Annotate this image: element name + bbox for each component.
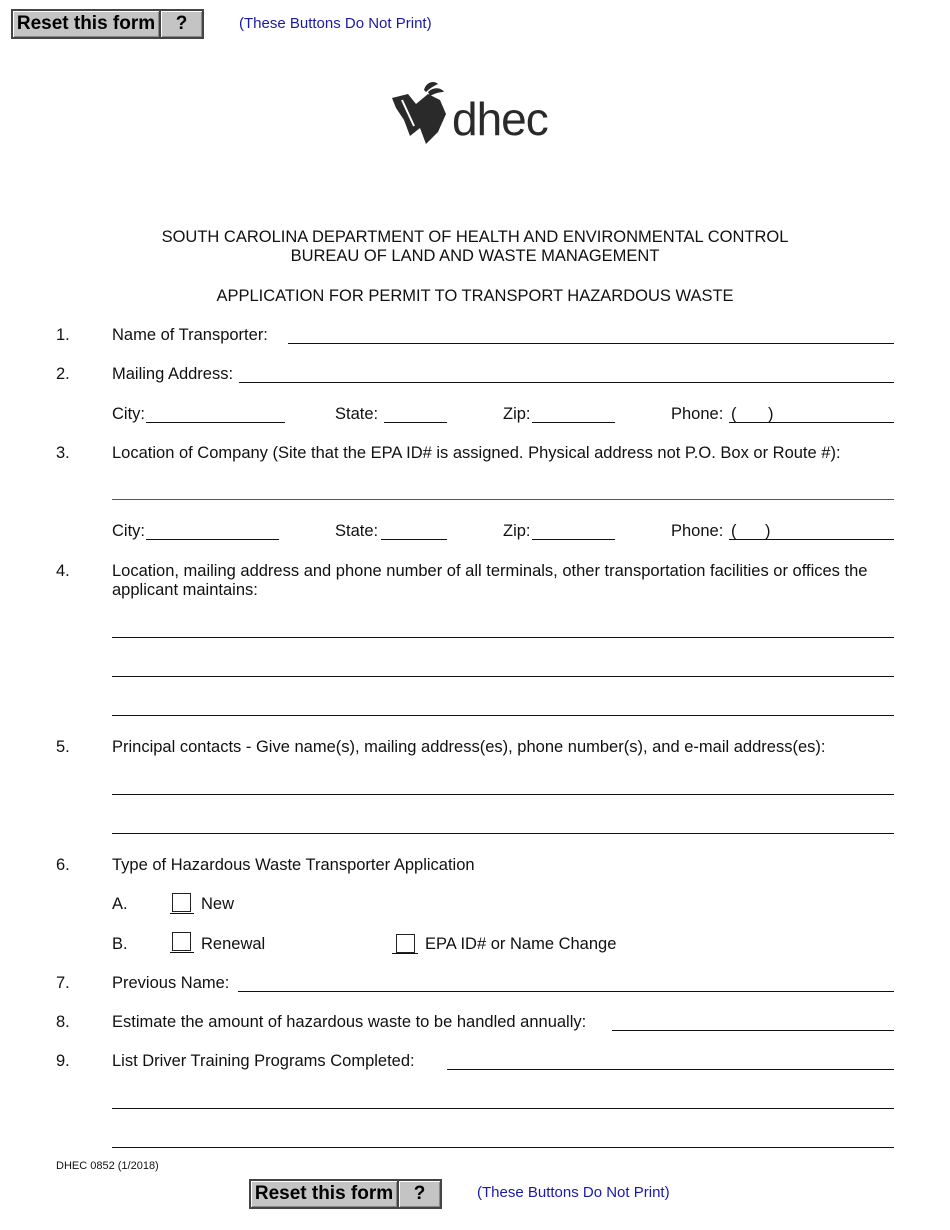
mailing-address-input[interactable] [239, 365, 894, 383]
company-location-input[interactable] [112, 482, 894, 500]
terminals-label-continued: applicant maintains: [112, 581, 258, 599]
palmetto-icon [388, 80, 458, 150]
state-label: State: [335, 522, 379, 540]
help-button[interactable]: ? [159, 9, 204, 39]
terminals-label: Location, mailing address and phone number of all terminals, other transportation facilities or offices the [112, 562, 868, 580]
bureau-heading: BUREAU OF LAND AND WASTE MANAGEMENT [290, 247, 660, 265]
item-number: 6. [56, 856, 70, 874]
transporter-name-input[interactable] [288, 326, 894, 344]
zip-label: Zip: [503, 405, 531, 423]
option-b-label: B. [112, 935, 128, 953]
annual-waste-estimate-label: Estimate the amount of hazardous waste to be handled annually: [112, 1013, 587, 1031]
new-label: New [201, 895, 235, 913]
item-number: 4. [56, 562, 70, 580]
city-label: City: [112, 522, 145, 540]
reset-form-button[interactable]: Reset this form [11, 9, 161, 39]
checkbox-underline [170, 952, 194, 953]
location-phone-input[interactable] [729, 522, 894, 540]
help-button-bottom[interactable]: ? [397, 1179, 442, 1209]
mailing-address-label: Mailing Address: [112, 365, 234, 383]
transporter-name-label: Name of Transporter: [112, 326, 268, 344]
item-number: 9. [56, 1052, 70, 1070]
terminals-input-line-3[interactable] [112, 698, 894, 716]
option-a-label: A. [112, 895, 128, 913]
terminals-input-line-2[interactable] [112, 659, 894, 677]
driver-training-label: List Driver Training Programs Completed: [112, 1052, 415, 1070]
phone-label: Phone: [671, 405, 724, 423]
reset-form-button-bottom[interactable]: Reset this form [249, 1179, 399, 1209]
principal-contacts-input-line-2[interactable] [112, 816, 894, 834]
item-number: 3. [56, 444, 70, 462]
item-number: 2. [56, 365, 70, 383]
item-number: 7. [56, 974, 70, 992]
renewal-checkbox[interactable] [172, 932, 191, 951]
item-number: 1. [56, 326, 70, 344]
location-city-input[interactable] [146, 522, 279, 540]
new-checkbox[interactable] [172, 893, 191, 912]
city-label: City: [112, 405, 145, 423]
annual-waste-estimate-input[interactable] [612, 1013, 894, 1031]
application-type-label: Type of Hazardous Waste Transporter Application [112, 856, 475, 874]
location-state-input[interactable] [381, 522, 447, 540]
principal-contacts-input-line-1[interactable] [112, 777, 894, 795]
mailing-state-input[interactable] [384, 405, 447, 423]
buttons-do-not-print-note: (These Buttons Do Not Print) [239, 15, 432, 32]
area-code-close-paren: ) [768, 405, 774, 423]
location-zip-input[interactable] [532, 522, 615, 540]
driver-training-input-line-3[interactable] [112, 1130, 894, 1148]
previous-name-label: Previous Name: [112, 974, 230, 992]
area-code-open-paren: ( [731, 405, 737, 423]
zip-label: Zip: [503, 522, 531, 540]
renewal-label: Renewal [201, 935, 266, 953]
phone-label: Phone: [671, 522, 724, 540]
mailing-city-input[interactable] [146, 405, 285, 423]
mailing-phone-input[interactable] [729, 405, 894, 423]
area-code-open-paren: ( [731, 522, 737, 540]
area-code-close-paren: ) [765, 522, 771, 540]
checkbox-underline [392, 953, 418, 954]
item-number: 8. [56, 1013, 70, 1031]
state-label: State: [335, 405, 379, 423]
company-location-label: Location of Company (Site that the EPA ID# is assigned. Physical address not P.O. Box or Route #): [112, 444, 841, 462]
terminals-input-line-1[interactable] [112, 620, 894, 638]
form-id: DHEC 0852 (1/2018) [56, 1160, 159, 1172]
epa-id-name-change-checkbox[interactable] [396, 934, 415, 953]
dhec-logo [388, 80, 568, 150]
mailing-zip-input[interactable] [532, 405, 615, 423]
logo-text: dhec [452, 93, 548, 145]
item-number: 5. [56, 738, 70, 756]
driver-training-input-line-1[interactable] [447, 1052, 894, 1070]
checkbox-underline [170, 913, 194, 914]
previous-name-input[interactable] [238, 974, 894, 992]
buttons-do-not-print-note-bottom: (These Buttons Do Not Print) [477, 1184, 670, 1201]
driver-training-input-line-2[interactable] [112, 1091, 894, 1109]
form-title: APPLICATION FOR PERMIT TO TRANSPORT HAZARDOUS WASTE [216, 287, 734, 305]
department-heading: SOUTH CAROLINA DEPARTMENT OF HEALTH AND ENVIRONMENTAL CONTROL [161, 228, 789, 246]
principal-contacts-label: Principal contacts - Give name(s), mailing address(es), phone number(s), and e-mail address(es): [112, 738, 826, 756]
epa-id-name-change-label: EPA ID# or Name Change [425, 935, 617, 953]
